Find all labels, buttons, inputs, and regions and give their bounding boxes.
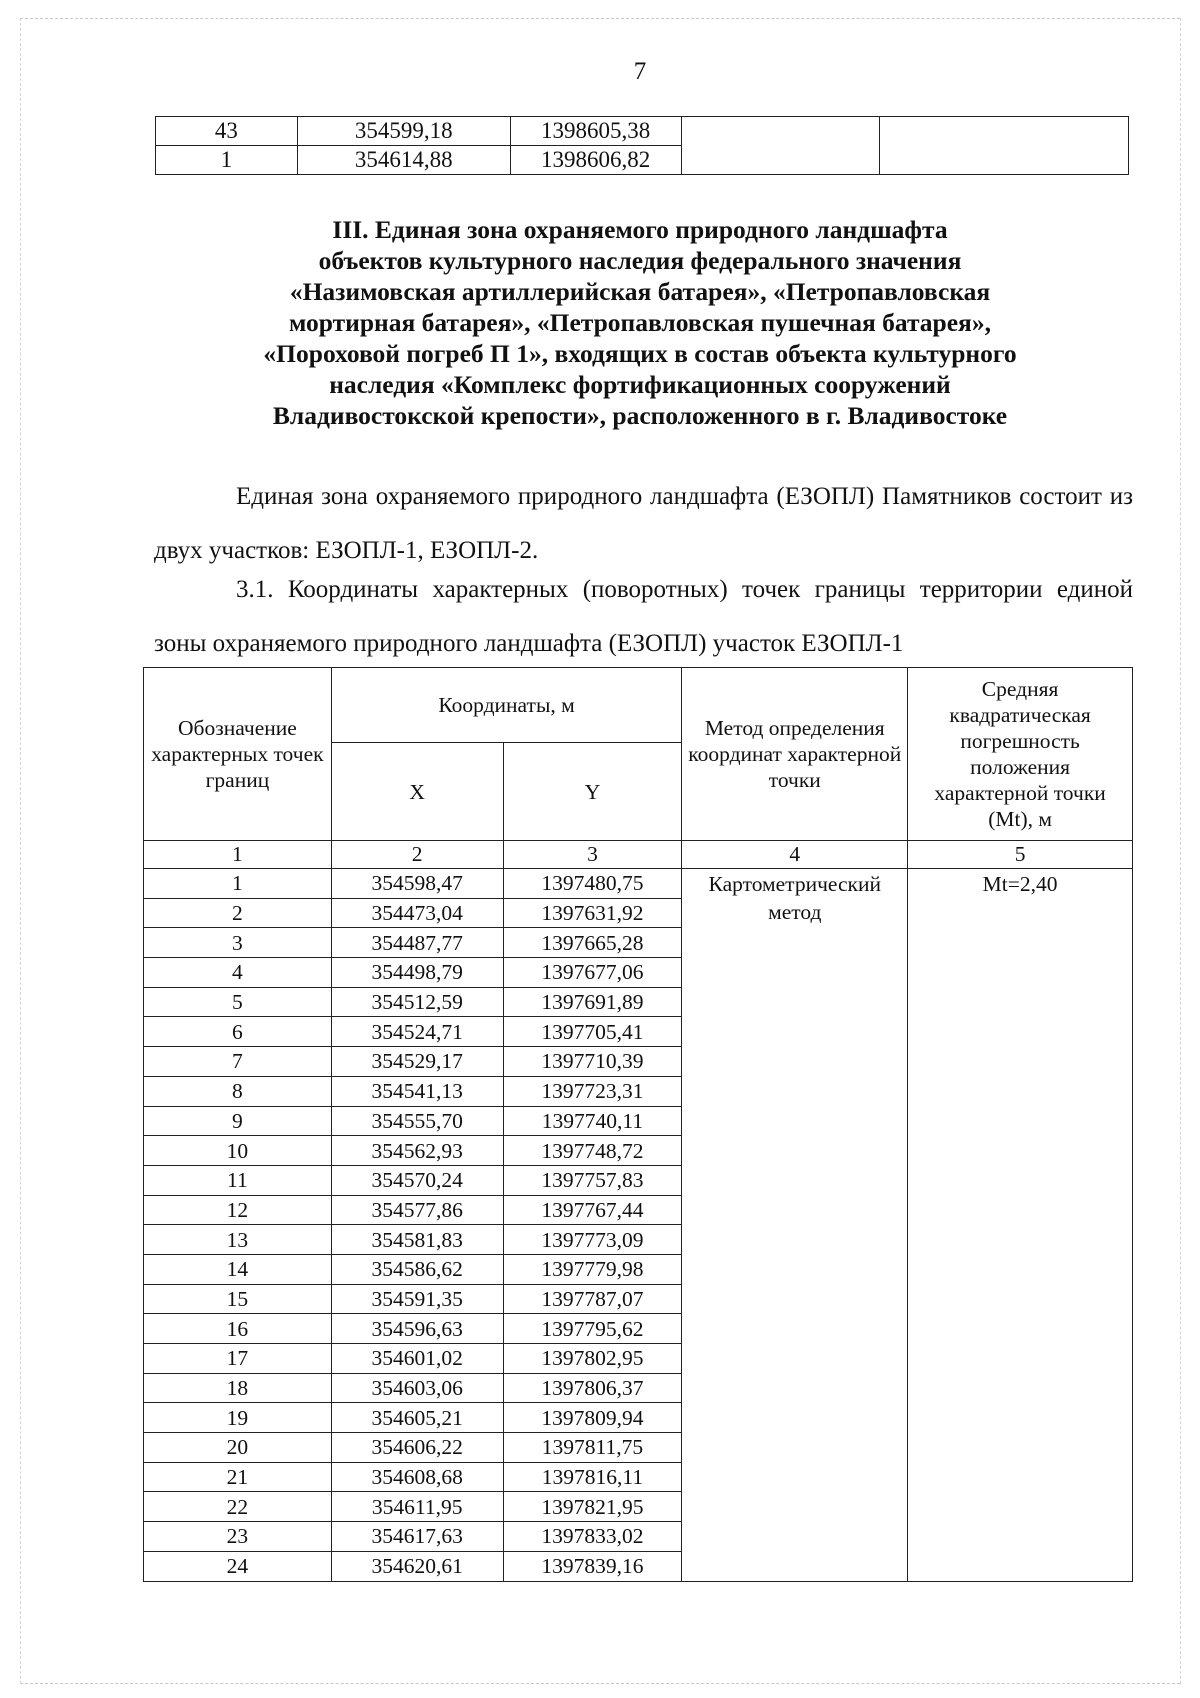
column-number: 5 [908, 841, 1133, 869]
coord-y: 1397811,75 [503, 1433, 682, 1463]
point-number: 3 [144, 928, 332, 958]
coord-x: 354498,79 [331, 958, 503, 988]
coord-y: 1397691,89 [503, 987, 682, 1017]
point-number: 7 [144, 1047, 332, 1077]
point-number: 11 [144, 1165, 332, 1195]
point-number: 9 [144, 1106, 332, 1136]
point-number: 4 [144, 958, 332, 988]
coord-y: 1397809,94 [503, 1403, 682, 1433]
point-number: 21 [144, 1462, 332, 1492]
coord-y: 1397480,75 [503, 869, 682, 899]
coord-x: 354606,22 [331, 1433, 503, 1463]
coord-x: 354598,47 [331, 869, 503, 899]
point-number: 13 [144, 1225, 332, 1255]
coord-y: 1397665,28 [503, 928, 682, 958]
coord-x: 354577,86 [331, 1195, 503, 1225]
coord-y: 1397816,11 [503, 1462, 682, 1492]
table-row [144, 869, 1133, 899]
point-number: 8 [144, 1076, 332, 1106]
coord-x: 354605,21 [331, 1403, 503, 1433]
coord-x: 354529,17 [331, 1047, 503, 1077]
coord-y: 1397779,98 [503, 1254, 682, 1284]
point-number: 1 [156, 146, 298, 175]
coord-x: 354487,77 [331, 928, 503, 958]
point-number: 17 [144, 1344, 332, 1374]
coord-y: 1397787,07 [503, 1284, 682, 1314]
continuation-table [155, 116, 1129, 175]
scan-edge-right [1180, 18, 1181, 1684]
column-number-row [144, 841, 1133, 869]
coord-x: 354555,70 [331, 1106, 503, 1136]
coord-x: 354599,18 [297, 117, 510, 146]
coord-y: 1397710,39 [503, 1047, 682, 1077]
coord-y: 1397740,11 [503, 1106, 682, 1136]
coord-x: 354614,88 [297, 146, 510, 175]
page-number: 7 [633, 58, 647, 85]
point-number: 22 [144, 1492, 332, 1522]
coord-y: 1397795,62 [503, 1314, 682, 1344]
table-row [156, 117, 1129, 146]
point-number: 10 [144, 1136, 332, 1166]
column-number: 3 [503, 841, 682, 869]
coord-x: 354617,63 [331, 1522, 503, 1552]
coord-x: 354596,63 [331, 1314, 503, 1344]
coordinates-table [143, 667, 1133, 1582]
column-number: 4 [682, 841, 908, 869]
header-x: X [331, 743, 503, 841]
header-coordinates: Координаты, м [331, 668, 682, 743]
coord-x: 354608,68 [331, 1462, 503, 1492]
coord-y: 1397677,06 [503, 958, 682, 988]
coord-x: 354541,13 [331, 1076, 503, 1106]
coord-y: 1397757,83 [503, 1165, 682, 1195]
point-number: 6 [144, 1017, 332, 1047]
header-y: Y [503, 743, 682, 841]
coord-x: 354601,02 [331, 1344, 503, 1374]
coord-y: 1397631,92 [503, 898, 682, 928]
scan-edge-bottom [20, 1683, 1180, 1684]
coord-y: 1397767,44 [503, 1195, 682, 1225]
coord-x: 354512,59 [331, 987, 503, 1017]
heading-line: «Назимовская артиллерийская батарея», «Петропавловская [289, 277, 991, 306]
column-number: 2 [331, 841, 503, 869]
section-heading [190, 214, 1090, 431]
coord-y: 1397833,02 [503, 1522, 682, 1552]
coord-x: 354524,71 [331, 1017, 503, 1047]
heading-line: мортирная батарея», «Петропавловская пушечная батарея», [289, 308, 991, 337]
coord-y: 1397773,09 [503, 1225, 682, 1255]
coord-y: 1397806,37 [503, 1373, 682, 1403]
header-accuracy: Средняя квадратическая погрешность положения характерной точки (Mt), м [908, 668, 1133, 841]
coord-y: 1397839,16 [503, 1551, 682, 1581]
coord-y: 1397748,72 [503, 1136, 682, 1166]
point-number: 14 [144, 1254, 332, 1284]
point-number: 16 [144, 1314, 332, 1344]
coord-x: 354591,35 [331, 1284, 503, 1314]
coord-x: 354562,93 [331, 1136, 503, 1166]
coord-y: 1398606,82 [510, 146, 681, 175]
point-number: 23 [144, 1522, 332, 1552]
coord-y: 1398605,38 [510, 117, 681, 146]
coord-y: 1397821,95 [503, 1492, 682, 1522]
coord-y: 1397802,95 [503, 1344, 682, 1374]
accuracy-cell [880, 117, 1129, 175]
heading-line: III. Единая зона охраняемого природного ландшафта [332, 215, 948, 244]
header-point-designation: Обозначение характерных точек границ [144, 668, 332, 841]
point-number: 2 [144, 898, 332, 928]
point-number: 5 [144, 987, 332, 1017]
coord-x: 354586,62 [331, 1254, 503, 1284]
coord-x: 354603,06 [331, 1373, 503, 1403]
point-number: 19 [144, 1403, 332, 1433]
point-number: 1 [144, 869, 332, 899]
scan-edge-top [20, 18, 1180, 19]
heading-line: объектов культурного наследия федерального значения [318, 246, 962, 275]
header-method: Метод определения координат характерной точки [682, 668, 908, 841]
header-row [144, 668, 1133, 743]
accuracy-value: Mt=2,40 [908, 869, 1133, 1582]
point-number: 20 [144, 1433, 332, 1463]
point-number: 18 [144, 1373, 332, 1403]
coord-y: 1397723,31 [503, 1076, 682, 1106]
method-cell [681, 117, 880, 175]
coord-y: 1397705,41 [503, 1017, 682, 1047]
point-number: 12 [144, 1195, 332, 1225]
point-number: 15 [144, 1284, 332, 1314]
coord-x: 354581,83 [331, 1225, 503, 1255]
coord-x: 354620,61 [331, 1551, 503, 1581]
point-number: 43 [156, 117, 298, 146]
scan-edge-left [20, 18, 21, 1684]
heading-line: Владивостокской крепости», расположенного в г. Владивостоке [272, 401, 1008, 430]
method-value: Картометрический метод [682, 869, 908, 1582]
coord-x: 354473,04 [331, 898, 503, 928]
point-number: 24 [144, 1551, 332, 1581]
heading-line: наследия «Комплекс фортификационных сооружений [329, 370, 951, 399]
heading-line: «Пороховой погреб П 1», входящих в состав объекта культурного [263, 339, 1017, 368]
section-3-1-paragraph: 3.1. Координаты характерных (поворотных) точек границы территории единой зоны охраняемого природного ландшафта (ЕЗОПЛ) участок ЕЗОПЛ-1 [154, 576, 1133, 657]
intro-paragraph: Единая зона охраняемого природного ландшафта (ЕЗОПЛ) Памятников состоит из двух участков: ЕЗОПЛ-1, ЕЗОПЛ-2. [154, 483, 1133, 564]
coord-x: 354611,95 [331, 1492, 503, 1522]
coord-x: 354570,24 [331, 1165, 503, 1195]
column-number: 1 [144, 841, 332, 869]
